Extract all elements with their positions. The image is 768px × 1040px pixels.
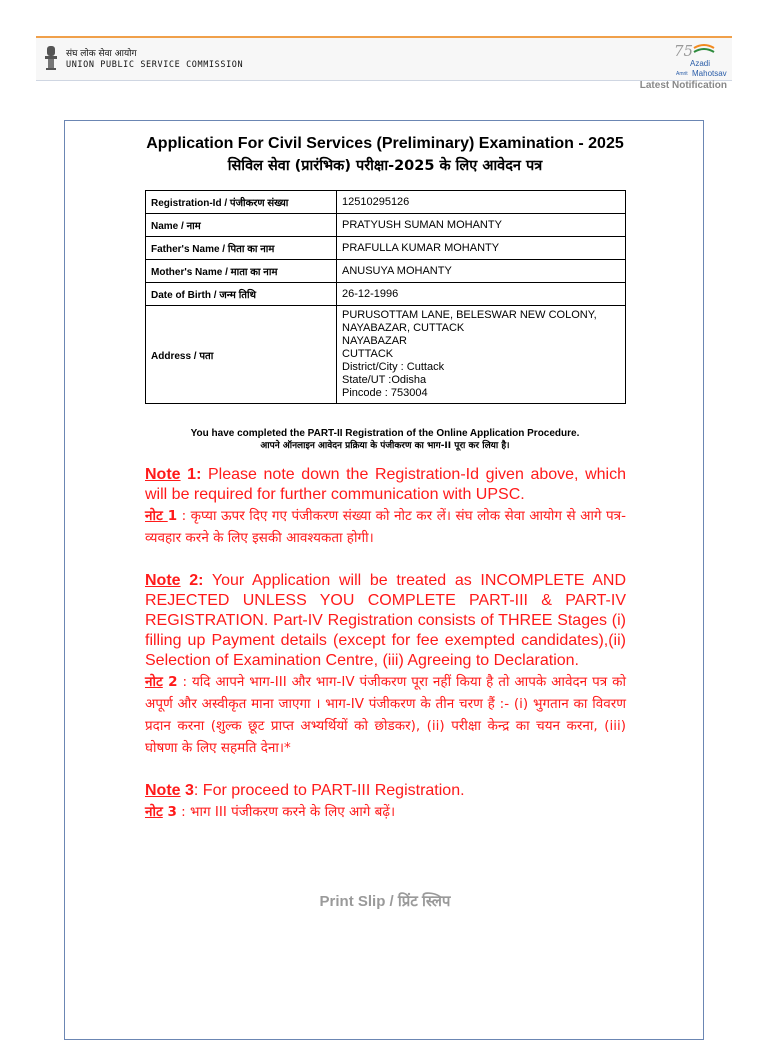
address-line: CUTTACK (342, 348, 394, 360)
page-title: Application For Civil Services (Preliminary) Examination - 2025 (146, 135, 624, 152)
org-name-english: UNION PUBLIC SERVICE COMMISSION (66, 60, 244, 70)
notes-section (145, 465, 626, 823)
row-label: Date of Birth / जन्म तिथि (146, 283, 337, 306)
print-slip-button[interactable]: Print Slip / प्रिंट स्लिप (319, 893, 451, 910)
address-value (337, 306, 626, 404)
note-key: नोट (145, 674, 163, 690)
father-name-value: PRAFULLA KUMAR MOHANTY (337, 237, 626, 260)
address-line: District/City : Cuttack (342, 361, 445, 373)
note-3-hi (145, 801, 626, 823)
table-row (146, 237, 626, 260)
note-key: Note (145, 782, 181, 799)
row-label: Registration-Id / पंजीकरण संख्या (146, 191, 337, 214)
address-line: PURUSOTTAM LANE, BELESWAR NEW COLONY, (342, 309, 597, 321)
address-line: Pincode : 753004 (342, 387, 428, 399)
note-key: नोट (145, 804, 163, 820)
note-key: Note (145, 572, 181, 589)
note-number: 2: (180, 572, 204, 589)
note-text: : कृप्या ऊपर दिए गए पंजीकरण संख्या को नोट कर लें। संघ लोक सेवा आयोग से आगे पत्र-व्यवहार करने के लिए इसकी आवश्यकता होगी। (145, 508, 626, 546)
note-number: 3 (162, 804, 177, 820)
note-text: : यदि आपने भाग-III और भाग-IV पंजीकरण पूरा नहीं किया है तो आपके आवेदन पत्र को अपूर्ण और अस्वीकृत माना जाएगा । भाग-IV पंजीकरण के तीन चरण हैं :- (i) भुगतान का विवरण प्रदान करना (शुल्क छूट प्राप्त अभ्यर्थियों को छोडकर), (ii) परीक्षा केन्द्र का चयन करना, (iii) घोषणा के लिए सहमति देना।* (145, 674, 626, 756)
note-3-en (145, 781, 626, 801)
row-label: Mother's Name / माता का नाम (146, 260, 337, 283)
mahotsav-word: Mahotsav (692, 69, 727, 78)
completion-message-en: You have completed the PART-II Registration of the Online Application Procedure. (190, 428, 580, 439)
address-line: NAYABAZAR (342, 335, 407, 347)
page-title-hindi: सिविल सेवा (प्रारंभिक) परीक्षा-2025 के लिए आवेदन पत्र (227, 158, 543, 174)
note-text: Your Application will be treated as INCOMPLETE AND REJECTED UNLESS YOU COMPLETE PART-III & PART-IV REGISTRATION. Part-IV Registration consists of THREE Stages (i) filling up Payment details (except for fee exempted candidates),(ii) Selection of Examination Centre, (iii) Agreeing to Declaration. (145, 572, 627, 669)
dob-value: 26-12-1996 (337, 283, 626, 306)
registration-id-value: 12510295126 (337, 191, 626, 214)
note-text: Please note down the Registration-Id given above, which will be required for further communication with UPSC. (145, 466, 626, 503)
row-label: Name / नाम (146, 214, 337, 237)
svg-text:75: 75 (674, 42, 694, 60)
mother-name-value: ANUSUYA MOHANTY (337, 260, 626, 283)
note-1-en (145, 465, 626, 505)
note-2-hi (145, 671, 626, 759)
national-emblem-icon (44, 44, 58, 72)
azadi-ka-amrit-mahotsav-logo (668, 40, 730, 78)
completion-message (65, 428, 705, 452)
note-key: Note (145, 466, 181, 483)
note-key: नोट (145, 508, 168, 524)
table-row (146, 283, 626, 306)
address-line: State/UT :Odisha (342, 374, 427, 386)
note-number: 1: (180, 466, 202, 483)
application-card (64, 120, 704, 1040)
row-label: Address / पता (146, 306, 337, 404)
amrit-word: Amrit (676, 71, 688, 77)
table-row (146, 306, 626, 404)
note-number: 3 (180, 782, 194, 799)
applicant-details-table (145, 190, 626, 404)
table-row (146, 191, 626, 214)
note-2-en (145, 571, 626, 671)
azadi-word: Azadi (690, 59, 711, 68)
table-row (146, 214, 626, 237)
name-value: PRATYUSH SUMAN MOHANTY (337, 214, 626, 237)
note-1-hi (145, 505, 626, 549)
note-text: : For proceed to PART-III Registration. (193, 782, 465, 799)
note-number: 2 (162, 674, 178, 690)
note-number: 1 (167, 508, 178, 524)
site-header (36, 36, 732, 81)
org-name-hindi: संघ लोक सेवा आयोग (66, 49, 137, 59)
completion-message-hi: आपने ऑनलाइन आवेदन प्रक्रिया के पंजीकरण का भाग-II पूरा कर लिया है। (260, 441, 510, 451)
row-label: Father's Name / पिता का नाम (146, 237, 337, 260)
note-text: : भाग III पंजीकरण करने के लिए आगे बढ़ें। (176, 804, 396, 820)
table-row (146, 260, 626, 283)
address-line: NAYABAZAR, CUTTACK (342, 322, 465, 334)
latest-notification-link[interactable]: Latest Notification (639, 80, 727, 91)
